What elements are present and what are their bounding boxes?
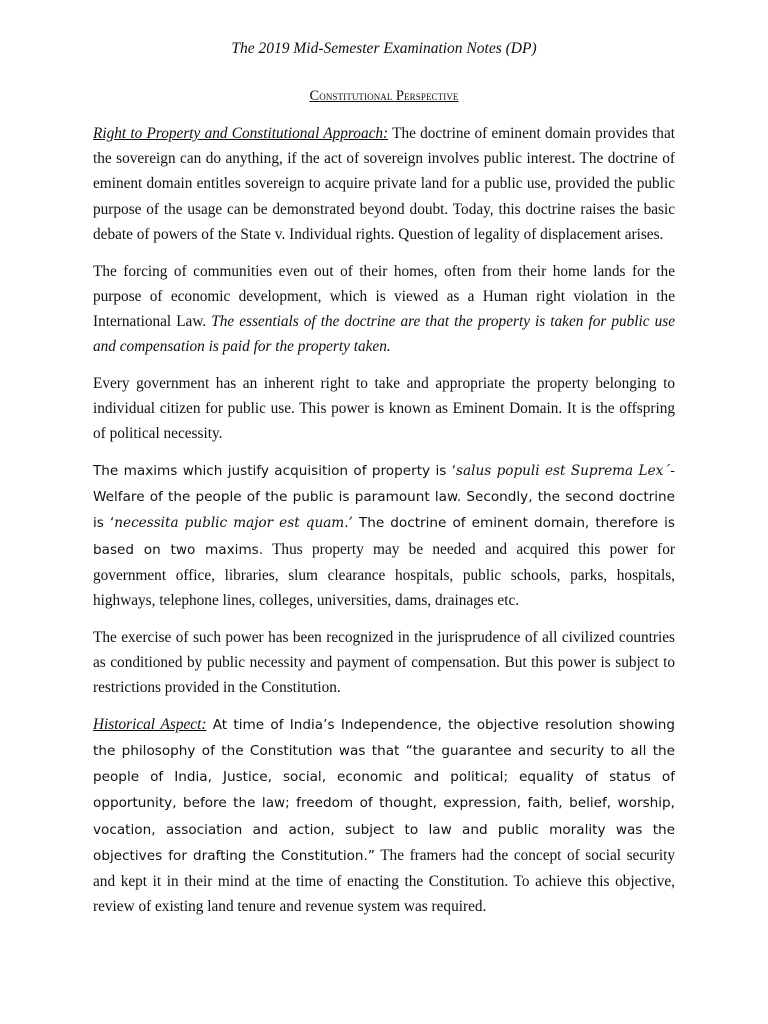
title-initial-c: C [309,88,320,104]
maxims-text-3: The doctrine of eminent domain, therefore is based on two maxims. [93,515,675,558]
document-body [93,121,675,931]
title-initial-p: P [395,88,405,104]
paragraph-historical-aspect [93,712,675,920]
paragraph-forcing-communities [93,259,675,360]
paragraph-text: The doctrine of eminent domain provides that the sovereign can do anything, if the act of sovereign involves public interest. The doctrine of eminent domain entitles sovereign to acquire private land for a public use, provided the public purpose of the usage can be demonstrated beyond doubt. Today, this doctrine raises the basic debate of powers of the State v. Individual rights. Question of legality of displacement arises. [93,125,675,243]
historical-aspect-tail-text: The framers had the concept of social security and kept it in their mind at the time of enacting the Constitution. To achieve this objective, review of existing land tenure and revenue system was required. [93,846,675,916]
title-rest-perspective: erspective [404,88,459,103]
section-title [0,88,768,105]
page-header: The 2019 Mid-Semester Examination Notes (DP) [231,40,537,57]
maxim-salus-populi: salus populi est Suprema Lex´ [456,462,671,479]
title-rest-constitutional: onstitutional [319,88,396,103]
paragraph-exercise-of-power [93,625,675,701]
paragraph-heading-right-to-property: Right to Property and Constitutional Approach: [93,125,389,142]
paragraph-every-government [93,371,675,447]
paragraph-maxims [93,458,675,613]
historical-aspect-text: At time of India’s Independence, the objective resolution showing the philosophy of the Constitution was that “the guarantee and security to all the people of India, Justice, social, economic and political; equality of status of opportunity, before the law; freedom of thought, expression, faith, belief, worship, vocation, association and action, subject to law and public morality was the objectives for drafting the Constitution.” [93,716,675,864]
maxim-necessita: necessita public major est quam.’ [114,515,353,532]
paragraph-text: The forcing of communities even out of their homes, often from their home lands for the purpose of economic development, which is viewed as a Human right violation in the International Law. [93,262,675,330]
maxims-text-1: The maxims which justify acquisition of property is ‘ [93,462,457,479]
maxims-tail-text: Thus property may be needed and acquired this power for government office, libraries, slum clearance hospitals, public schools, parks, hospitals, highways, telephone lines, colleges, universities, dams, drainages etc. [93,540,675,609]
paragraph-italic-text: The essentials of the doctrine are that the property is taken for public use and compensation is paid for the property taken. [93,312,676,356]
paragraph-text: The exercise of such power has been recognized in the jurisprudence of all civilized countries as conditioned by public necessity and payment of compensation. But this power is subject to restrictions provided in the Constitution. [93,628,675,697]
paragraph-heading-historical-aspect: Historical Aspect: [93,715,207,733]
paragraph-right-to-property [93,121,675,247]
maxims-text-2: - Welfare of the people of the public is paramount law. Secondly, the second doctrine is ‘ [93,462,675,532]
paragraph-text: Every government has an inherent right to take and appropriate the property belonging to individual citizen for public use. This power is known as Eminent Domain. It is the offspring of political necessity. [93,374,675,443]
